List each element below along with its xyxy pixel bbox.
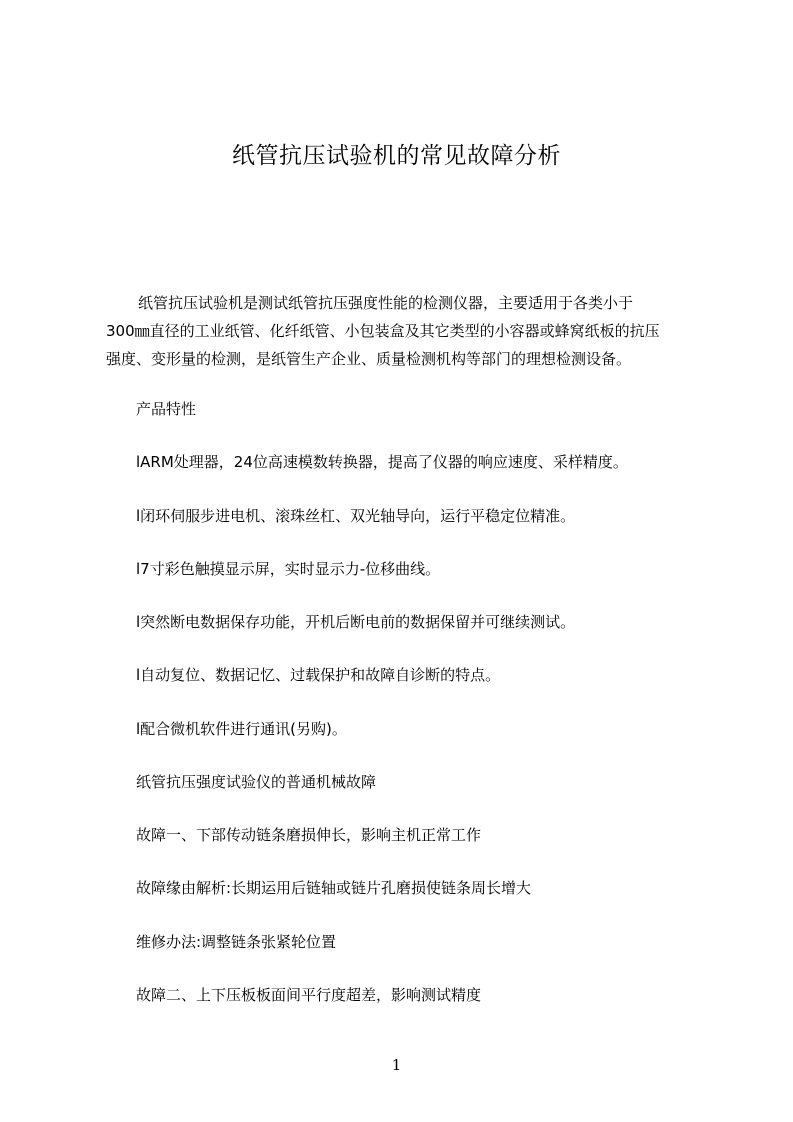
section-heading-product-features: 产品特性 <box>136 400 197 418</box>
section-heading-mechanical-faults: 纸管抗压强度试验仪的普通机械故障 <box>136 773 377 791</box>
feature-item: lARM处理器，24位高速模数转换器，提高了仪器的响应速度、采样精度。 <box>136 453 628 471</box>
fault-item: 故障二、上下压板板面间平行度超差，影响测试精度 <box>136 986 482 1004</box>
intro-line: 300㎜直径的工业纸管、化纤纸管、小包装盒及其它类型的小容器或蜂窝纸板的抗压 <box>106 322 660 340</box>
page-title: 纸管抗压试验机的常见故障分析 <box>232 143 561 169</box>
feature-item: l配合微机软件进行通讯(另购)。 <box>136 720 347 738</box>
fault-fix: 维修办法:调整链条张紧轮位置 <box>136 933 337 951</box>
feature-item: l7寸彩色触摸显示屏，实时显示力-位移曲线。 <box>136 560 441 578</box>
feature-item: l突然断电数据保存功能，开机后断电前的数据保留并可继续测试。 <box>136 613 576 631</box>
page-number: 1 <box>391 1056 402 1074</box>
feature-item: l自动复位、数据记忆、过载保护和故障自诊断的特点。 <box>136 666 501 684</box>
intro-paragraph <box>106 289 700 373</box>
intro-line: 强度、变形量的检测，是纸管生产企业、质量检测机构等部门的理想检测设备。 <box>106 350 632 368</box>
fault-cause: 故障缘由解析:长期运用后链轴或链片孔磨损使链条周长增大 <box>136 879 532 897</box>
fault-item: 故障一、下部传动链条磨损伸长，影响主机正常工作 <box>136 826 482 844</box>
intro-line: 纸管抗压试验机是测试纸管抗压强度性能的检测仪器，主要适用于各类小于 <box>138 294 634 312</box>
feature-item: l闭环伺服步进电机、滚珠丝杠、双光轴导向，运行平稳定位精准。 <box>136 507 576 525</box>
